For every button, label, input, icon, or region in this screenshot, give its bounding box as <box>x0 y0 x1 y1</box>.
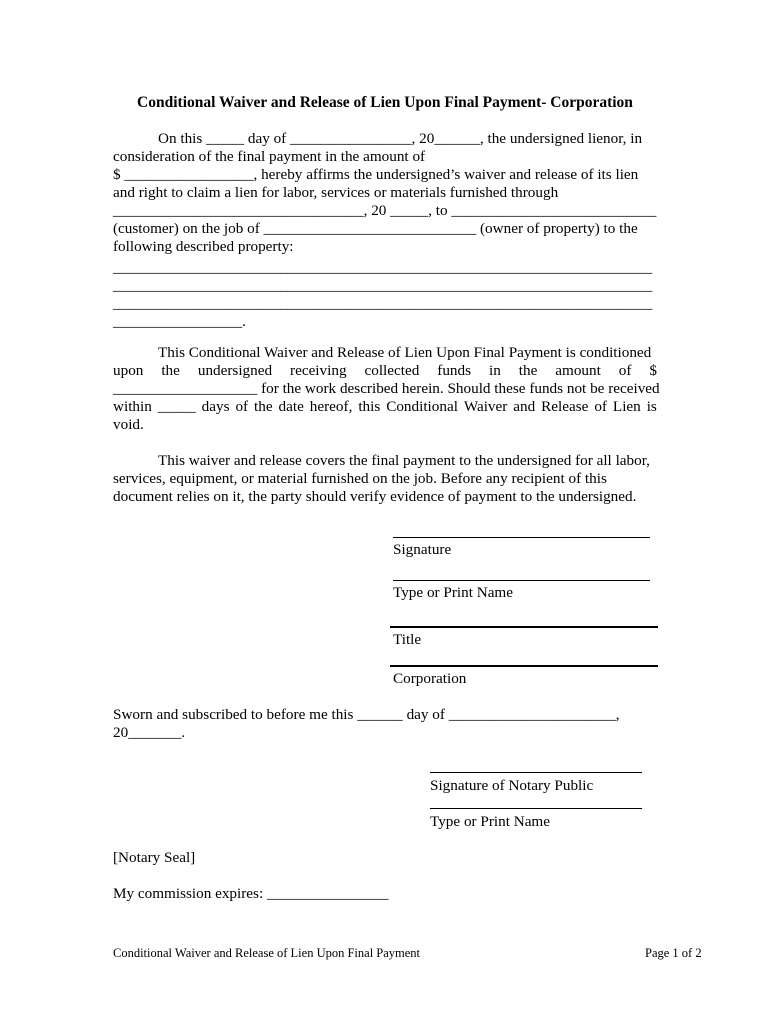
para3-line-3: document relies on it, the party should verify evidence of payment to the undersigned. <box>113 488 637 505</box>
para2-word: of <box>235 398 249 415</box>
para2-word: the <box>161 362 180 379</box>
para2-word: of <box>618 362 632 379</box>
para2-word: receiving <box>290 362 347 379</box>
type-print-name-line[interactable] <box>393 580 650 581</box>
para2-word: in <box>488 362 501 379</box>
para2-word: _____ <box>157 398 196 415</box>
property-description-line-1: _______________________________________________________________________ <box>113 259 653 276</box>
footer-page-number: Page 1 of 2 <box>645 946 702 960</box>
para2-word: days <box>201 398 230 415</box>
para2-word: hereof, <box>309 398 353 415</box>
para2-word: Waiver <box>463 398 508 415</box>
para3-line-1: This waiver and release covers the final payment to the undersigned for all labor, <box>158 452 650 469</box>
para2-word: of <box>594 398 607 415</box>
corporation-label: Corporation <box>393 670 467 687</box>
sworn-line-1: Sworn and subscribed to before me this ______ day of ______________________, <box>113 706 620 723</box>
para2-word: Release <box>541 398 589 415</box>
para2-line-2 <box>113 362 657 380</box>
para1-line-6: (customer) on the job of ____________________________ (owner of property) to the <box>113 220 638 237</box>
para2-word: this <box>358 398 381 415</box>
para2-word: and <box>513 398 536 415</box>
type-print-name-label: Type or Print Name <box>393 584 513 601</box>
property-description-line-3: _______________________________________________________________________ <box>113 295 653 312</box>
para2-word: date <box>278 398 304 415</box>
para2-word: undersigned <box>197 362 273 379</box>
para2-word: upon <box>113 362 144 379</box>
para1-line-3: $ _________________, hereby affirms the undersigned’s waiver and release of its lien <box>113 166 639 183</box>
property-description-line-4: _________________. <box>113 313 246 330</box>
signature-line[interactable] <box>393 537 650 538</box>
title-label: Title <box>393 631 422 648</box>
footer-document-name: Conditional Waiver and Release of Lien Upon Final Payment <box>113 946 421 960</box>
para2-word: Conditional <box>386 398 458 415</box>
para2-word: is <box>646 398 657 415</box>
notary-seal-label: [Notary Seal] <box>113 849 196 866</box>
para2-word: amount <box>555 362 601 379</box>
para3-line-2: services, equipment, or material furnished on the job. Before any recipient of this <box>113 470 607 487</box>
sworn-line-2: 20_______. <box>113 724 186 741</box>
para2-line-4 <box>113 398 657 416</box>
title-line[interactable] <box>390 626 658 628</box>
para1-line-5: _________________________________, 20 _____, to ___________________________ <box>113 202 657 219</box>
commission-expires: My commission expires: ________________ <box>113 885 389 902</box>
property-description-line-2: _______________________________________________________________________ <box>113 277 653 294</box>
para2-word: the <box>518 362 538 379</box>
document-title: Conditional Waiver and Release of Lien Upon Final Payment- Corporation <box>137 94 633 111</box>
para1-line-1: On this _____ day of ________________, 20______, the undersigned lienor, in <box>158 130 643 147</box>
para1-line-4: and right to claim a lien for labor, services or materials furnished through <box>113 184 559 201</box>
para2-word: collected <box>364 362 420 379</box>
para1-line-2: consideration of the final payment in the amount of <box>113 148 426 165</box>
signature-label: Signature <box>393 541 452 558</box>
notary-signature-line[interactable] <box>430 772 642 773</box>
para2-line-1: This Conditional Waiver and Release of Lien Upon Final Payment is conditioned <box>158 344 652 361</box>
para1-line-7: following described property: <box>113 238 294 255</box>
para2-line-3: ___________________ for the work described herein. Should these funds not be received <box>113 380 660 397</box>
notary-signature-label: Signature of Notary Public <box>430 777 594 794</box>
para2-word: $ <box>649 362 657 379</box>
notary-type-name-line[interactable] <box>430 808 642 809</box>
para2-word: within <box>113 398 152 415</box>
notary-type-name-label: Type or Print Name <box>430 813 550 830</box>
para2-line-5: void. <box>113 416 144 433</box>
para2-word: funds <box>437 362 472 379</box>
para2-word: Lien <box>612 398 641 415</box>
corporation-line[interactable] <box>390 665 658 667</box>
para2-word: the <box>254 398 273 415</box>
